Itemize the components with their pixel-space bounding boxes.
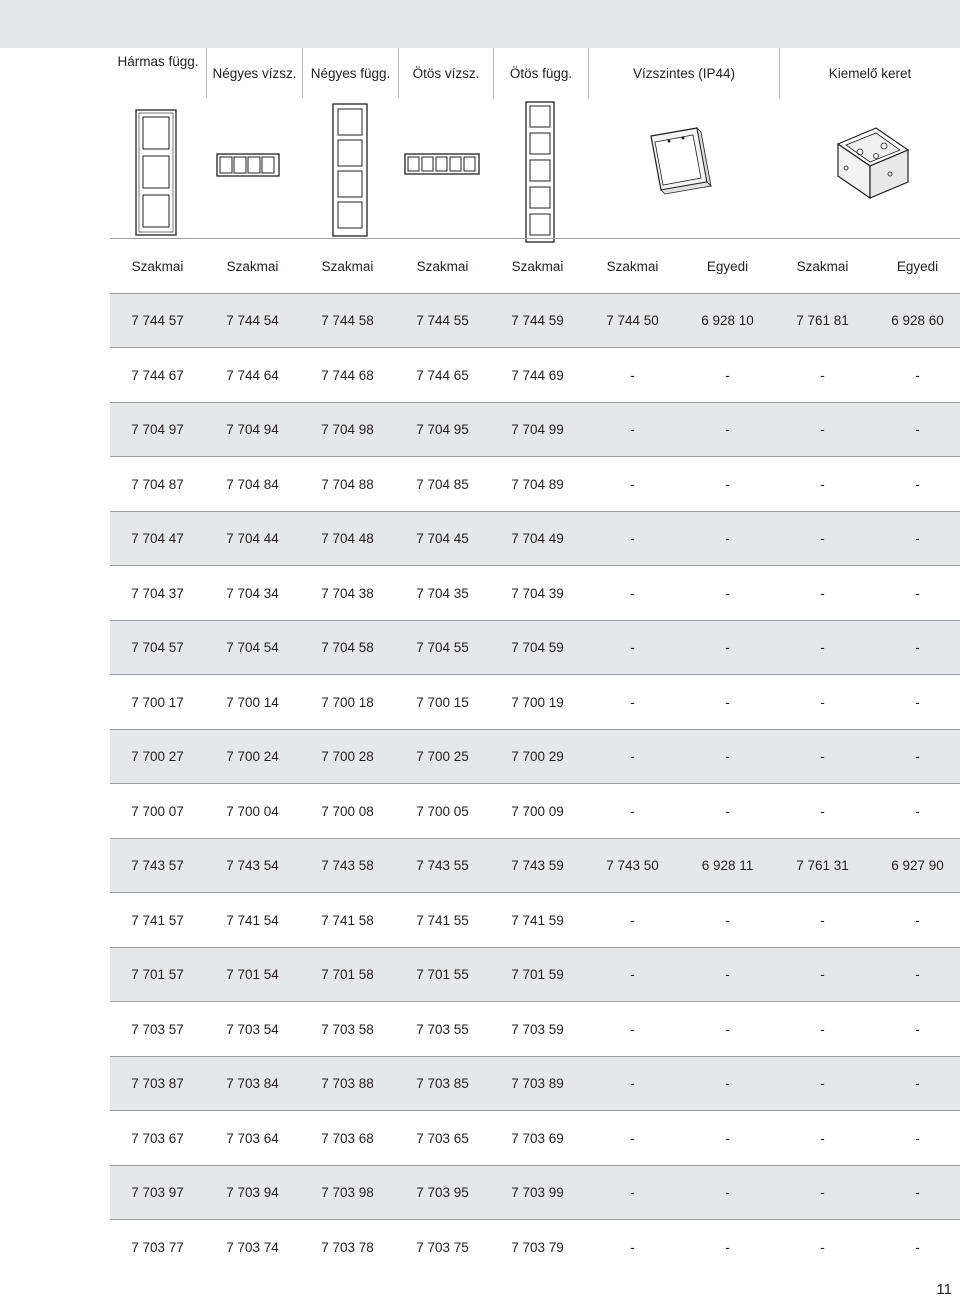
table-cell: -	[820, 1239, 825, 1255]
table-cell: -	[915, 367, 920, 383]
table-cell: 7 744 55	[416, 313, 469, 328]
table-cell: -	[915, 531, 920, 546]
table-cell: 7 703 75	[416, 1239, 469, 1255]
table-row	[110, 892, 960, 947]
table-row	[110, 565, 960, 620]
table-cell: -	[820, 531, 825, 546]
table-cell: 7 700 14	[226, 694, 279, 710]
column-header: Vízszintes (IP44)	[632, 65, 736, 81]
table-row	[110, 1001, 960, 1056]
column-header: Hármas függ.	[117, 54, 199, 69]
table-row	[110, 238, 960, 293]
table-cell: Egyedi	[706, 258, 749, 274]
table-cell: 7 743 50	[606, 858, 659, 873]
table-cell: -	[630, 476, 635, 492]
table-cell: Szakmai	[511, 258, 564, 274]
table-row	[110, 1110, 960, 1165]
table-cell: Szakmai	[606, 258, 659, 274]
table-cell: 7 703 54	[226, 1021, 279, 1037]
table-cell: -	[820, 1021, 825, 1037]
table-header	[110, 48, 960, 238]
table-cell: 7 744 67	[131, 367, 184, 383]
table-cell: 7 700 19	[511, 694, 564, 710]
table-cell: 7 704 87	[131, 476, 184, 492]
table-cell: 7 761 81	[796, 313, 849, 328]
table-cell: 7 743 55	[416, 858, 469, 873]
table-cell: 7 704 88	[321, 476, 374, 492]
table-cell: -	[725, 1185, 730, 1200]
table-cell: -	[820, 367, 825, 383]
table-cell: -	[630, 749, 635, 764]
table-cell: 7 744 50	[606, 313, 659, 328]
table-cell: -	[820, 1076, 825, 1091]
table-cell: 7 703 89	[511, 1076, 564, 1091]
table-cell: 7 704 49	[511, 531, 564, 546]
table-cell: -	[725, 367, 730, 383]
table-cell: -	[630, 422, 635, 437]
table-cell: 7 704 59	[511, 640, 564, 655]
table-cell: 7 741 57	[131, 912, 184, 928]
table-cell: 7 700 05	[416, 803, 469, 819]
table-cell: 7 744 64	[226, 367, 279, 383]
table-cell: -	[915, 422, 920, 437]
table-cell: -	[820, 585, 825, 601]
table-cell: 7 703 77	[131, 1239, 184, 1255]
table-row	[110, 293, 960, 348]
table-cell: Szakmai	[131, 258, 184, 274]
table-cell: Szakmai	[321, 258, 374, 274]
table-row	[110, 620, 960, 675]
table-cell: 7 703 99	[511, 1185, 564, 1200]
table-cell: 7 700 25	[416, 749, 469, 764]
table-cell: 7 743 57	[131, 858, 184, 873]
table-cell: 7 703 84	[226, 1076, 279, 1091]
table-cell: 7 743 58	[321, 858, 374, 873]
table-cell: -	[820, 694, 825, 710]
table-row	[110, 1165, 960, 1220]
table-cell: -	[915, 967, 920, 982]
table-cell: 7 703 74	[226, 1239, 279, 1255]
table-cell: -	[915, 476, 920, 492]
table-row	[110, 783, 960, 838]
table-cell: 7 703 87	[131, 1076, 184, 1091]
table-cell: -	[915, 694, 920, 710]
table-cell: 7 703 65	[416, 1130, 469, 1146]
table-cell: 7 700 08	[321, 803, 374, 819]
table-cell: 7 704 57	[131, 640, 184, 655]
table-cell: -	[725, 694, 730, 710]
table-cell: 7 704 94	[226, 422, 279, 437]
table-cell: 7 741 54	[226, 912, 279, 928]
table-cell: -	[725, 640, 730, 655]
table-row	[110, 1219, 960, 1274]
table-cell: -	[820, 476, 825, 492]
table-cell: -	[630, 803, 635, 819]
table-cell: 7 704 95	[416, 422, 469, 437]
table-cell: -	[630, 640, 635, 655]
table-cell: -	[725, 1076, 730, 1091]
table-cell: 7 700 18	[321, 694, 374, 710]
page-number: 11	[936, 1281, 952, 1298]
table-cell: 7 744 59	[511, 313, 564, 328]
column-header: Kiemelő keret	[828, 65, 912, 81]
table-cell: 7 703 98	[321, 1185, 374, 1200]
table-cell: -	[915, 803, 920, 819]
table-cell: -	[820, 1130, 825, 1146]
table-cell: 7 701 55	[416, 967, 469, 982]
table-cell: 7 703 95	[416, 1185, 469, 1200]
table-row	[110, 729, 960, 784]
table-cell: -	[725, 1130, 730, 1146]
table-cell: 7 703 67	[131, 1130, 184, 1146]
table-cell: 7 700 07	[131, 803, 184, 819]
five-horizontal-frame-image	[399, 98, 493, 243]
table-cell: 7 704 35	[416, 585, 469, 601]
table-cell: -	[630, 585, 635, 601]
table-cell: -	[725, 912, 730, 928]
table-cell: 7 704 48	[321, 531, 374, 546]
surface-mount-box-image	[780, 98, 960, 243]
table-cell: 7 703 58	[321, 1021, 374, 1037]
table-cell: -	[725, 1239, 730, 1255]
table-cell: 7 703 68	[321, 1130, 374, 1146]
table-cell: 7 741 58	[321, 912, 374, 928]
table-cell: 7 704 44	[226, 531, 279, 546]
table-cell: -	[630, 1021, 635, 1037]
table-row	[110, 1056, 960, 1111]
table-cell: -	[820, 1185, 825, 1200]
table-cell: -	[820, 640, 825, 655]
table-cell: 7 704 99	[511, 422, 564, 437]
table-cell: -	[915, 1021, 920, 1037]
table-cell: 7 703 64	[226, 1130, 279, 1146]
table-cell: 7 700 24	[226, 749, 279, 764]
table-cell: -	[820, 803, 825, 819]
table-cell: 7 703 69	[511, 1130, 564, 1146]
table-cell: 7 703 79	[511, 1239, 564, 1255]
table-cell: -	[630, 1239, 635, 1255]
table-cell: 7 704 55	[416, 640, 469, 655]
table-cell: -	[725, 967, 730, 982]
table-cell: 7 704 98	[321, 422, 374, 437]
column-header: Négyes vízsz.	[212, 65, 297, 81]
table-cell: -	[630, 1076, 635, 1091]
table-cell: -	[630, 531, 635, 546]
table-cell: 7 704 97	[131, 422, 184, 437]
table-cell: 7 744 57	[131, 313, 184, 328]
column-header: Négyes függ.	[310, 65, 391, 81]
table-row	[110, 838, 960, 893]
table-cell: 7 744 54	[226, 313, 279, 328]
table-cell: -	[915, 640, 920, 655]
table-cell: Szakmai	[226, 258, 279, 274]
table-cell: -	[915, 1130, 920, 1146]
table-cell: -	[725, 531, 730, 546]
table-cell: 7 700 27	[131, 749, 184, 764]
table-cell: 7 701 57	[131, 967, 184, 982]
table-cell: -	[915, 1076, 920, 1091]
table-cell: 6 927 90	[891, 858, 944, 873]
table-cell: -	[630, 1130, 635, 1146]
table-cell: 7 704 58	[321, 640, 374, 655]
table-cell: -	[725, 585, 730, 601]
table-cell: 7 703 78	[321, 1239, 374, 1255]
table-cell: -	[630, 694, 635, 710]
table-cell: -	[630, 967, 635, 982]
table-cell: 7 703 88	[321, 1076, 374, 1091]
table-cell: 7 701 59	[511, 967, 564, 982]
table-cell: 7 704 84	[226, 476, 279, 492]
table-cell: -	[915, 749, 920, 764]
table-cell: 7 704 39	[511, 585, 564, 601]
table-cell: Szakmai	[416, 258, 469, 274]
table-cell: Egyedi	[896, 258, 939, 274]
table-cell: 7 744 68	[321, 367, 374, 383]
table-cell: 7 700 29	[511, 749, 564, 764]
quad-horizontal-frame-image	[207, 98, 302, 243]
table-cell: -	[725, 1021, 730, 1037]
table-cell: 7 700 15	[416, 694, 469, 710]
table-cell: 6 928 60	[891, 313, 944, 328]
table-row	[110, 456, 960, 511]
table-cell: 7 700 04	[226, 803, 279, 819]
table-cell: 7 741 59	[511, 912, 564, 928]
table-cell: -	[820, 967, 825, 982]
table-cell: 6 928 11	[701, 858, 754, 873]
table-cell: 7 703 59	[511, 1021, 564, 1037]
table-cell: 6 928 10	[701, 313, 754, 328]
table-cell: 7 704 89	[511, 476, 564, 492]
table-cell: 7 704 34	[226, 585, 279, 601]
triple-vertical-frame-image	[110, 98, 206, 243]
quad-vertical-frame-image	[303, 98, 398, 243]
ip44-horizontal-frame-image	[589, 98, 779, 243]
table-cell: Szakmai	[796, 258, 849, 274]
table-cell: -	[915, 1239, 920, 1255]
table-cell: 7 744 65	[416, 367, 469, 383]
table-cell: -	[820, 422, 825, 437]
table-cell: 7 704 38	[321, 585, 374, 601]
table-cell: 7 703 97	[131, 1185, 184, 1200]
table-cell: 7 743 59	[511, 858, 564, 873]
table-row	[110, 674, 960, 729]
table-row	[110, 947, 960, 1002]
table-cell: 7 744 58	[321, 313, 374, 328]
table-cell: 7 743 54	[226, 858, 279, 873]
table-cell: 7 703 55	[416, 1021, 469, 1037]
table-cell: 7 704 47	[131, 531, 184, 546]
table-cell: 7 701 54	[226, 967, 279, 982]
table-cell: -	[915, 912, 920, 928]
table-cell: 7 700 09	[511, 803, 564, 819]
table-cell: 7 704 85	[416, 476, 469, 492]
table-cell: 7 704 37	[131, 585, 184, 601]
table-cell: 7 761 31	[796, 858, 849, 873]
table-cell: 7 741 55	[416, 912, 469, 928]
five-vertical-frame-image	[494, 98, 588, 243]
table-cell: 7 700 28	[321, 749, 374, 764]
table-cell: -	[725, 422, 730, 437]
table-cell: -	[820, 912, 825, 928]
table-cell: -	[820, 749, 825, 764]
top-gray-band	[0, 0, 960, 48]
table-cell: 7 704 45	[416, 531, 469, 546]
table-row	[110, 511, 960, 566]
table-cell: -	[630, 1185, 635, 1200]
table-cell: 7 703 94	[226, 1185, 279, 1200]
table-cell: 7 703 57	[131, 1021, 184, 1037]
table-row	[110, 347, 960, 402]
table-cell: -	[630, 367, 635, 383]
table-cell: -	[630, 912, 635, 928]
table-cell: 7 700 17	[131, 694, 184, 710]
table-cell: 7 704 54	[226, 640, 279, 655]
column-header: Ötös függ.	[509, 65, 573, 81]
table-cell: 7 744 69	[511, 367, 564, 383]
table-row	[110, 402, 960, 457]
table-cell: -	[725, 749, 730, 764]
table-cell: 7 701 58	[321, 967, 374, 982]
table-cell: 7 703 85	[416, 1076, 469, 1091]
column-header: Ötös vízsz.	[412, 65, 480, 81]
table-cell: -	[915, 585, 920, 601]
table-cell: -	[915, 1185, 920, 1200]
table-cell: -	[725, 803, 730, 819]
table-cell: -	[725, 476, 730, 492]
